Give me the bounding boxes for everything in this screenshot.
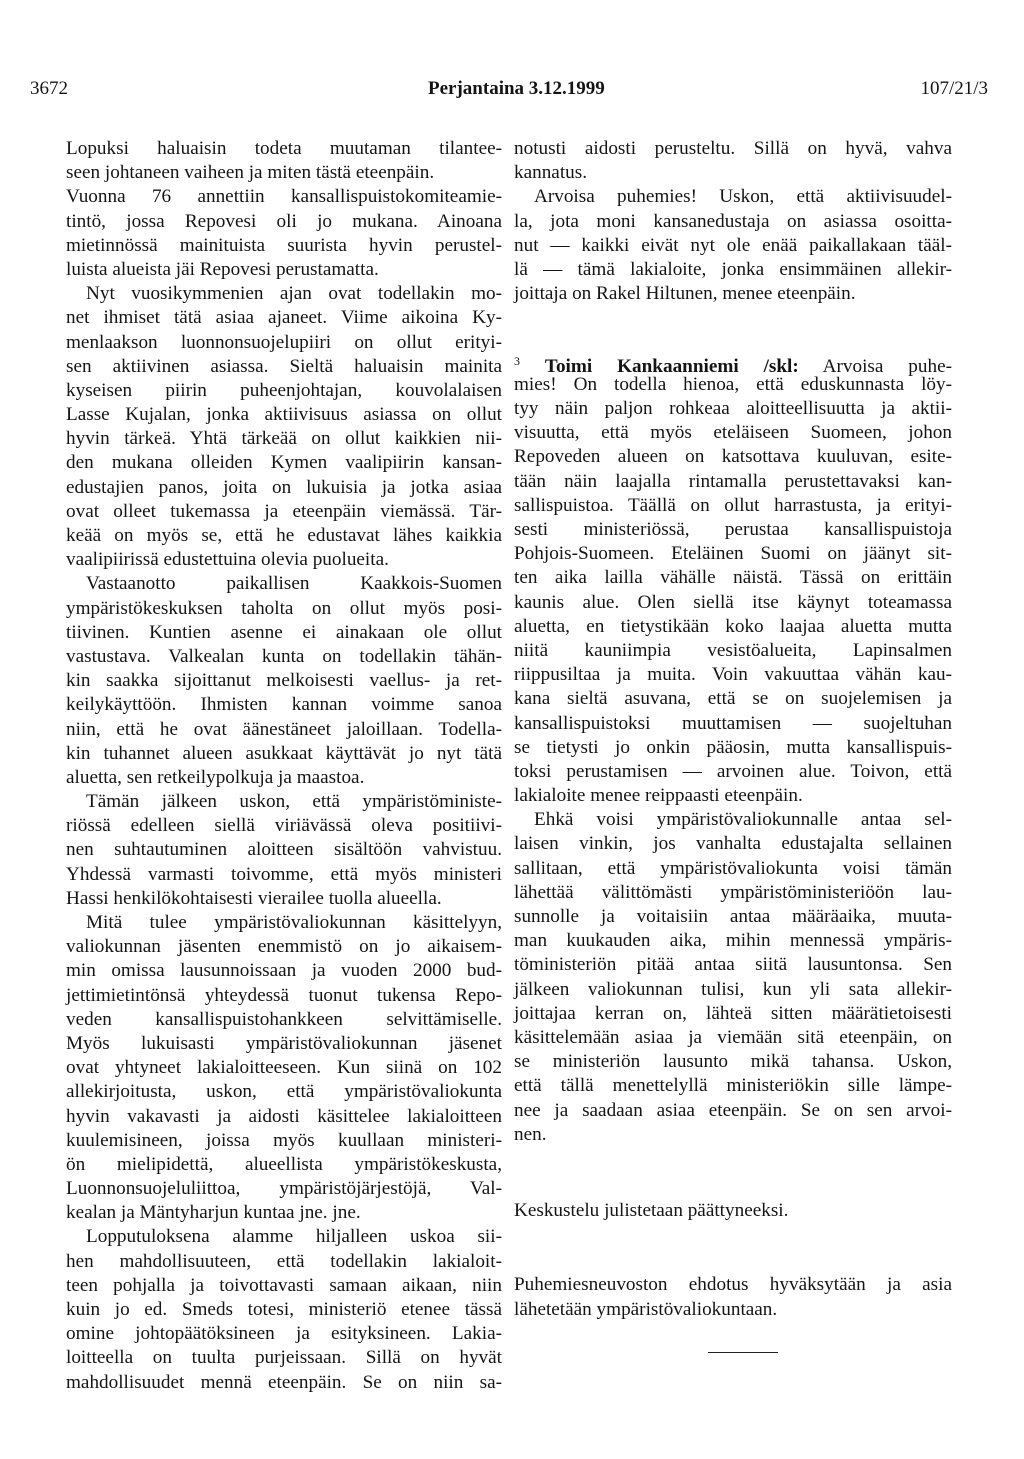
text-line: nen suhtautuminen aloitteen sisältöön vahvistuu. [66,839,502,861]
page-number: 3672 [30,78,68,99]
text-line: kannatus. [514,162,588,184]
text-line: kin saakka sijoittanut melkoisesti vaellus- ja ret- [66,670,502,692]
text-line: Nyt vuosikymmenien ajan ovat todellakin mo- [86,283,502,305]
text-line: jälkeen valiokunnan tulisi, kun yli sata allekir- [514,978,952,1000]
text-line: kuin jo ed. Smeds totesi, ministeriö etenee tässä [66,1299,502,1320]
text-line: Pohjois-Suomeen. Eteläinen Suomi on jäänyt sit- [514,543,952,565]
text-line: veden kansallispuistohankkeen selvittämiselle. [66,1008,502,1030]
text-line: sunnolle ja voitaisiin antaa määräaika, muuta- [514,906,952,927]
left-column [66,137,502,1395]
text-line: Ehkä voisi ympäristövaliokunnalle antaa sel- [534,809,952,831]
text-line: keää on myös se, että he edustavat lähes kaikkia [66,525,502,546]
text-line: sen aktiivinen asiassa. Sieltä haluaisin mainita [66,355,502,377]
text-line: den mukana olleiden Kymen vaalipiirin kansan- [66,452,502,474]
text-line: hyvin vakavasti ja aidosti käsittelee lakialoitteen [66,1105,502,1127]
text-line: tiivinen. Kuntien asenne ei ainakaan ole ollut [66,621,502,643]
text-line: laisen vinkin, jos vanhalta edustajalta sellainen [514,833,952,855]
text-line: valiokunnan jäsenten enemmistö on jo aikaisem- [66,936,502,958]
text-line: Lasse Kujalan, jonka aktiivisuus asiassa on ollut [66,404,502,426]
text-line: kuulemisineen, joissa myös kuullaan ministeri- [66,1129,502,1151]
text-line: notusti aidosti perusteltu. Sillä on hyvä, vahva [514,138,952,159]
text-line: teen pohjalla ja toivottavasti samaan aikaan, niin [66,1274,502,1296]
text-line: loitteella on tuulta purjeissaan. Sillä on hyvät [66,1347,502,1369]
text-line: niitä kauniimpia vesistöalueita, Lapinsalmen [514,639,952,661]
text-line: sallispuistoa. Täällä on ollut harrastusta, ja erityi- [514,494,952,516]
text-line: kana sieltä asuvana, että se on suojelemisen ja [514,688,952,710]
text-line: käsittelemään asiaa ja viemään sitä eteenpäin, on [514,1026,952,1048]
text-line: min omissa lausunnoissaan ja vuoden 2000 bud- [66,960,502,982]
text-line: Repoveden alueen on katsottava kuuluvan, esite- [514,446,952,468]
text-line: nen. [514,1123,547,1145]
text-line: ympäristökeskuksen taholta on ollut myös posi- [66,597,502,619]
text-line: Puhemiesneuvoston ehdotus hyväksytään ja asia [514,1274,952,1296]
text-line: net ihmiset tätä asiaa ajaneet. Viime aikoina Ky- [66,307,502,329]
text-line: joittajaa kerran on, lähteä sitten määrätietoisesti [514,1002,952,1024]
speaker-opening: Arvoisa puhe- [822,355,952,377]
text-line: se ministeriön lausunto mikä tahansa. Uskon, [514,1051,952,1073]
closing-statement: Keskustelu julistetaan päättyneeksi. [514,1200,789,1222]
text-line: man kuukauden aika, mihin mennessä ympäris- [514,930,952,952]
section-separator [708,1352,778,1353]
text-line: mietinnössä mainituista suurista hyvin perustel- [66,234,502,256]
text-line: allekirjoitusta, uskon, että ympäristövaliokunta [66,1081,502,1103]
text-line: kin tuhannet alueen asukkaat käyttävät jo nyt tätä [66,742,502,764]
speaker-marker: 3 [514,353,520,368]
text-line: Yhdessä varmasti toivomme, että myös ministeri [66,863,502,885]
text-line: tyy näin paljon rohkeaa aloitteellisuutta ja aktii- [514,398,952,420]
text-line: nut — kaikki eivät nyt ole enää paikallakaan tääl- [514,234,952,256]
text-line: Mitä tulee ympäristövaliokunnan käsittelyyn, [86,912,502,933]
decision-statement [514,1273,952,1321]
text-line: sesti ministeriössä, perustaa kansallispuistoja [514,519,952,540]
text-line: vaalipiirissä edustettuina olevia puolueita. [66,549,389,571]
text-line: jettimietintönsä yhteydessä tuonut tukensa Repo- [66,984,502,1006]
text-line: Luonnonsuojeluliittoa, ympäristöjärjestöjä, Val- [66,1178,502,1200]
text-line: se tietysti jo onkin pääosin, mutta kansallispuis- [514,736,952,758]
text-line: hyvin tärkeä. Yhtä tärkeää on ollut kaikkien nii- [66,428,502,450]
speaker-name: Toimi Kankaanniemi /skl: [544,355,799,377]
text-line: la, jota moni kansanedustaja on asiassa osoitta- [514,210,952,232]
text-line: Hassi henkilökohtaisesti vierailee tuolla alueella. [66,887,442,909]
text-line: lakialoite menee reippaasti eteenpäin. [514,785,803,807]
page-header [30,78,988,108]
text-line: keilykäyttöön. Ihmisten kannan voimme sanoa [66,694,502,716]
speech-body [514,373,952,1147]
document-reference: 107/21/3 [920,78,988,99]
text-line: tään näin laajalla rintamalla perustettavaksi kan- [514,470,952,492]
text-line: joittaja on Rakel Hiltunen, menee eteenpäin. [514,283,856,305]
text-line: visuutta, että myös eteläiseen Suomeen, johon [514,422,952,444]
text-line: nee ja saadaan asiaa eteenpäin. Se on sen arvoi- [514,1099,952,1121]
session-date: Perjantaina 3.12.1999 [428,78,605,99]
text-line: lähetetään ympäristövaliokuntaan. [514,1298,778,1320]
text-line: töministeriön pitää antaa siitä lausuntonsa. Sen [514,954,952,976]
text-line: Arvoisa puhemies! Uskon, että aktiivisuudel- [534,186,952,208]
text-line: lä — tämä lakialoite, jonka ensimmäinen allekir- [514,258,952,280]
text-line: mahdollisuudet mennä eteenpäin. Se on niin sa- [66,1371,502,1393]
text-line: edustajien panos, joita on lukuisia ja jotka asiaa [66,476,502,498]
text-line: seen johtaneen vaiheen ja miten tästä eteenpäin. [66,162,435,184]
text-line: kaunis alue. Olen siellä itse käynyt toteamassa [514,591,952,613]
text-line: ten aika lailla vähälle näistä. Tässä on erittäin [514,567,952,589]
text-line: sallitaan, että ympäristövaliokunta voisi tämän [514,857,952,879]
text-line: menlaakson luonnonsuojelupiiri on ollut erityi- [66,331,502,353]
right-column [514,137,952,1353]
text-line: kyseisen piirin puheenjohtajan, kouvolalaisen [66,379,502,401]
text-line: Vuonna 76 annettiin kansallispuistokomiteamie- [66,186,502,208]
text-line: kealan ja Mäntyharjun kuntaa jne. jne. [66,1202,361,1224]
text-line: mies! On todella hienoa, että eduskunnasta löy- [514,373,952,395]
text-line: riössä edelleen siellä viriävässä oleva positiivi- [66,815,502,837]
text-line: kansallispuistoksi muuttamisen — suojeltuhan [514,712,952,734]
text-line: Lopuksi haluaisin todeta muutaman tilantee- [66,138,502,159]
text-line: aluetta, sen retkeilypolkuja ja maastoa. [66,766,365,788]
speaker-line [514,349,952,377]
text-line: lähettää välittömästi ympäristöministeriöön lau- [514,881,952,903]
text-line: Lopputuloksena alamme hiljalleen uskoa sii- [86,1226,502,1248]
text-line: ovat olleet tukemassa ja eteenpäin viemässä. Tär- [66,500,502,522]
text-line: tintö, jossa Repovesi oli jo mukana. Ainoana [66,210,502,232]
text-line: niin, että he ovat äänestäneet jaloillaan. Todella- [66,718,502,740]
right-paragraphs-continued [514,137,952,306]
text-line: Vastaanotto paikallisen Kaakkois-Suomen [86,573,502,595]
text-line: omine johtopäätöksineen ja esityksineen. Lakia- [66,1323,502,1345]
text-line: aluetta, en tietystikään koko laajaa aluetta mutta [514,615,952,637]
text-line: vastustava. Valkealan kunta on todellakin tähän- [66,645,502,667]
text-line: ön mielipidettä, alueellista ympäristökeskusta, [66,1153,502,1175]
text-line: että tällä menettelyllä ministeriökin sille lämpe- [514,1075,952,1097]
text-line: ovat yhtyneet lakialoitteeseen. Kun siinä on 102 [66,1057,502,1079]
text-line: Tämän jälkeen uskon, että ympäristöministe- [86,791,502,813]
text-line: toksi perustamisen — arvoinen alue. Toivon, että [514,760,952,782]
text-line: hen mahdollisuuteen, että todellakin lakialoit- [66,1250,502,1272]
text-line: riippusiltaa ja muita. Voin vakuuttaa vähän kau- [514,664,952,686]
text-line: luista alueista jäi Repovesi perustamatta. [66,258,379,280]
text-line: Myös lukuisasti ympäristövaliokunnan jäsenet [66,1032,502,1054]
